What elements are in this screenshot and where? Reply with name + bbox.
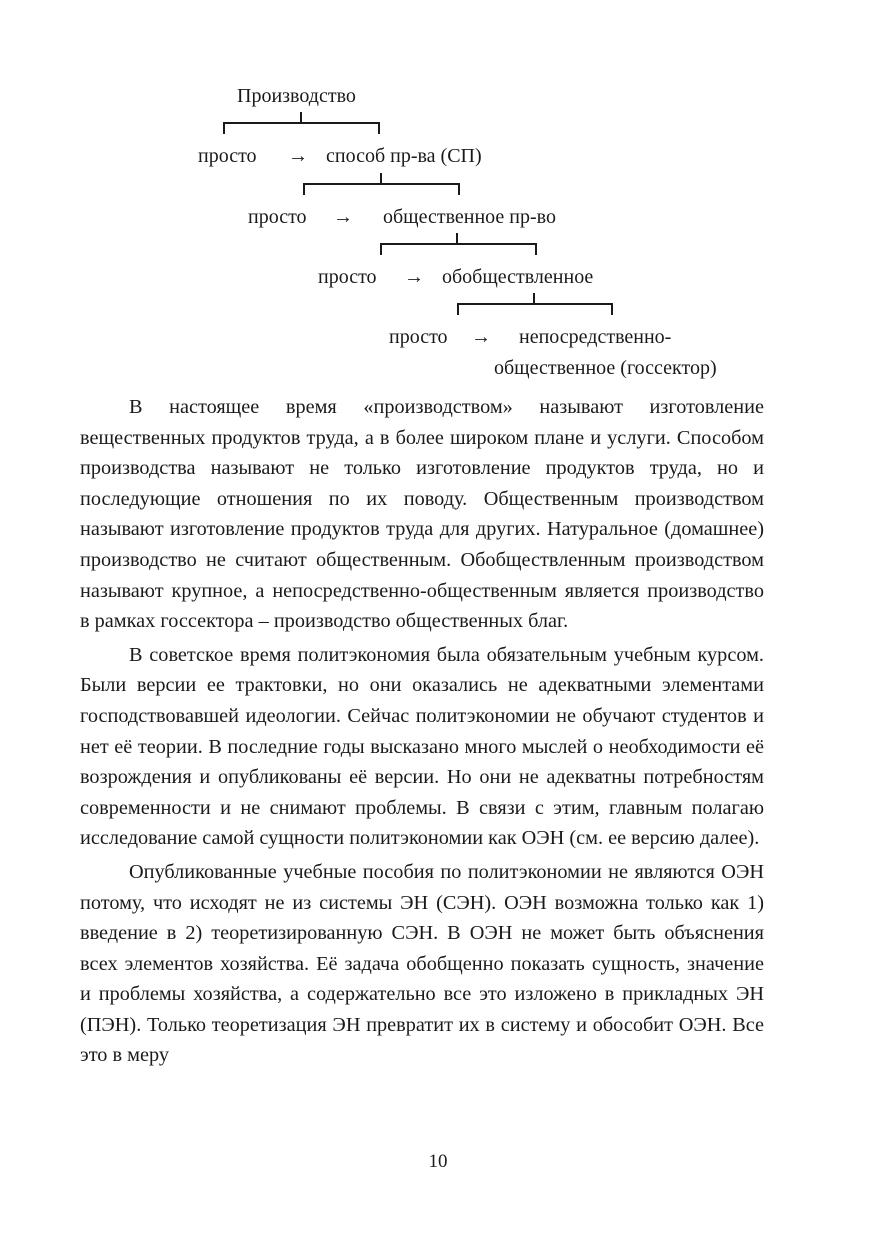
diagram-level3-arrow: → (404, 266, 424, 288)
diagram-level2-stem (456, 233, 458, 243)
hierarchy-diagram (0, 0, 876, 390)
diagram-root-stem (300, 112, 302, 122)
diagram-level1-arrow: → (288, 145, 308, 167)
diagram-root-label: Производство (237, 85, 356, 107)
diagram-bracket-4 (457, 303, 613, 315)
diagram-level2-right: общественное пр-во (383, 206, 556, 228)
diagram-level3-stem (533, 293, 535, 303)
diagram-level3-right: обобществленное (442, 266, 594, 288)
body-text (80, 392, 764, 1074)
paragraph-2: В советское время политэкономия была обязательным учебным курсом. Были версии ее трактовки, но они оказались не адекватными элементами господствовавшей идеологии. Сейчас политэкономии не обучают студентов и нет её теории. В последние годы высказано много мыслей о необходимости её возрождения и опубликованы её версии. Но они не адекватны потребностям современности и не снимают проблемы. В связи с этим, главным полагаю исследование самой сущности политэкономии как ОЭН (см. ее версию далее). (80, 643, 764, 850)
diagram-level2-arrow: → (333, 206, 353, 228)
diagram-level1-stem (380, 173, 382, 183)
diagram-bracket-3 (380, 243, 537, 255)
diagram-bracket-2 (303, 183, 460, 195)
diagram-level1-left: просто (198, 145, 257, 167)
diagram-level4-left: просто (389, 326, 448, 348)
diagram-level2-left: просто (248, 206, 307, 228)
paragraph-3: Опубликованные учебные пособия по политэкономии не являются ОЭН потому, что исходят не из системы ЭН (СЭН). ОЭН возможна только как 1) введение в 2) теоретизированную СЭН. В ОЭН не может быть объяснения всех элементов хозяйства. Её задача обобщенно показать сущность, значение и проблемы хозяйства, а содержательно все это изложено в прикладных ЭН (ПЭН). Только теоретизация ЭН превратит их в систему и обособит ОЭН. Все это в меру (80, 860, 764, 1067)
diagram-level4-right: непосредственно- (519, 326, 672, 348)
diagram-level4-arrow: → (471, 326, 491, 348)
diagram-level3-left: просто (318, 266, 377, 288)
diagram-bracket-1 (223, 122, 380, 134)
page-number: 10 (428, 1151, 448, 1172)
diagram-level1-right: способ пр-ва (СП) (326, 145, 482, 167)
diagram-level4-right-line2: общественное (госсектор) (494, 357, 717, 379)
paragraph-1: В настоящее время «производством» называют изготовление вещественных продуктов труда, а в более широком плане и услуги. Способом производства называют не только изготовление продуктов труда, но и последующие отношения по их поводу. Общественным производством называют изготовление продуктов труда для других. Натуральное (домашнее) производство не считают общественным. Обобществленным производством называют крупное, а непосредственно-общественным является производство в рамках госсектора – производство общественных благ. (80, 396, 764, 633)
